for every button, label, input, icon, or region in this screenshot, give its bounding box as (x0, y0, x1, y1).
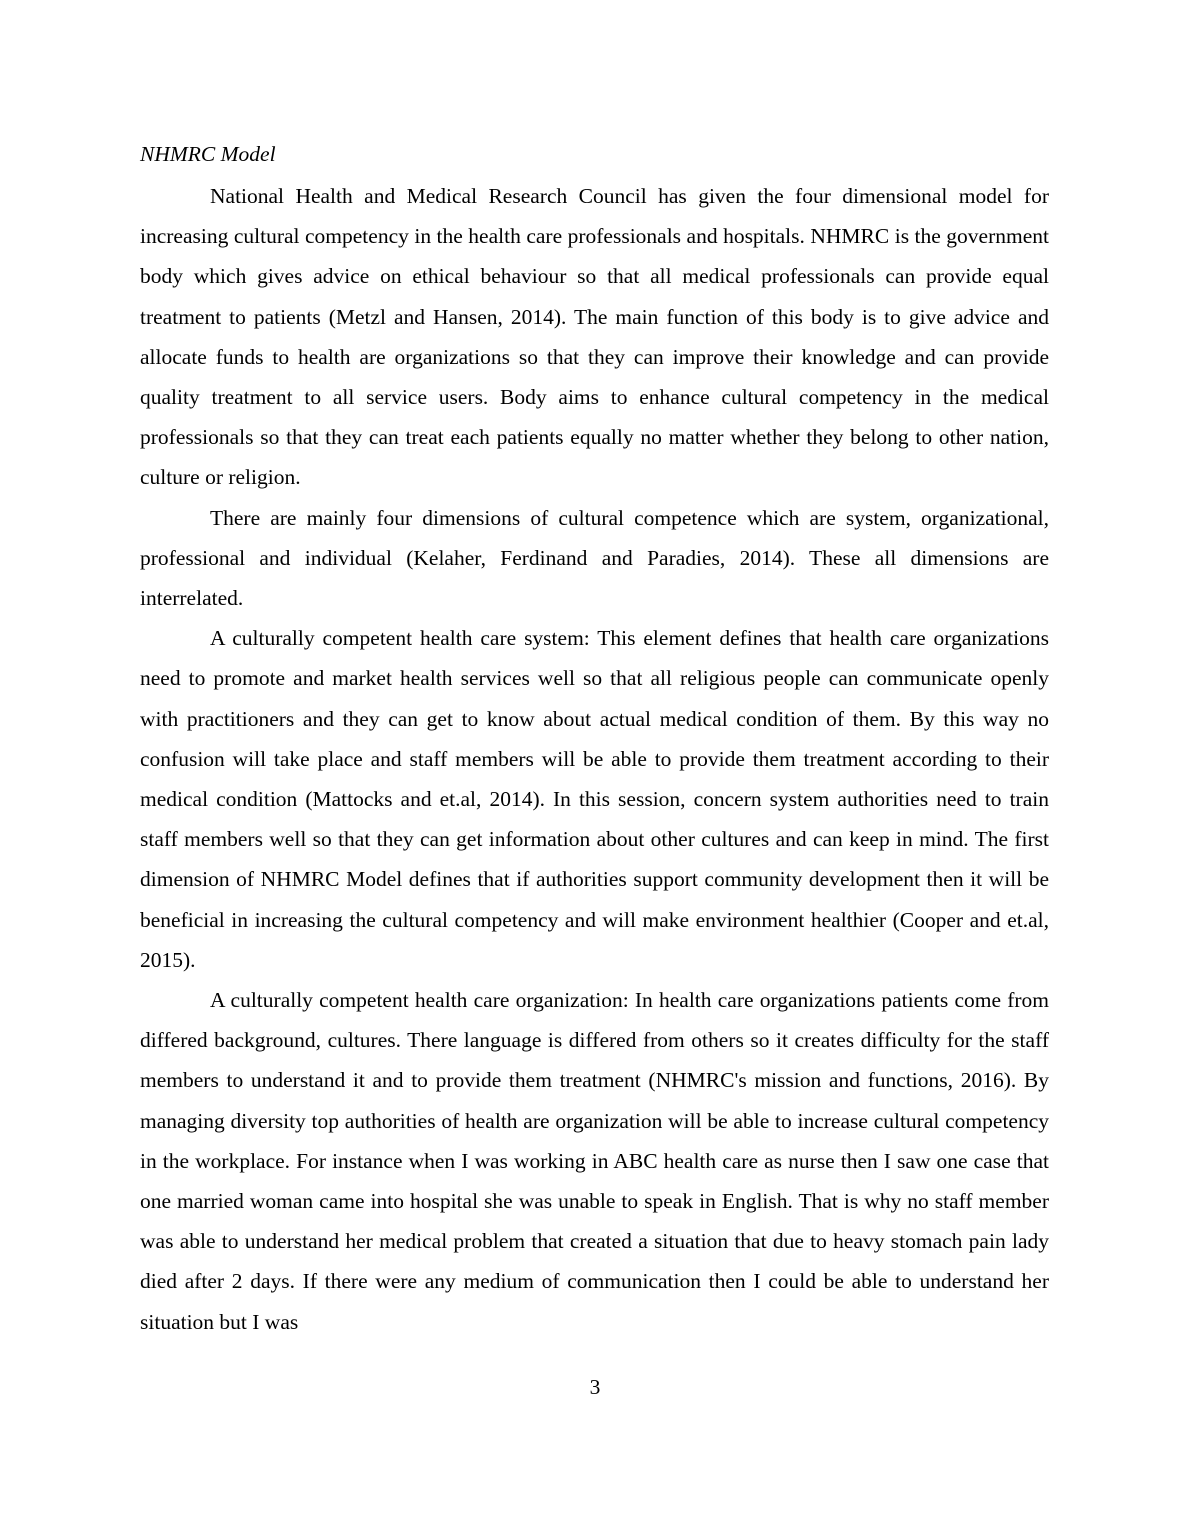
paragraph-nhmrc-intro: National Health and Medical Research Council has given the four dimensional model for increasing cultural competency in the health care professionals and hospitals. NHMRC is the government body which gives advice on ethical behaviour so that all medical professionals can provide equal treatment to patients (Metzl and Hansen, 2014). The main function of this body is to give advice and allocate funds to health are organizations so that they can improve their knowledge and can provide quality treatment to all service users. Body aims to enhance cultural competency in the medical professionals so that they can treat each patients equally no matter whether they belong to other nation, culture or religion. (140, 184, 1049, 490)
page-number: 3 (589, 1375, 601, 1399)
paragraph-four-dimensions: There are mainly four dimensions of cultural competence which are system, organizational, professional and individual (Kelaher, Ferdinand and Paradies, 2014). These all dimensions are interrelated. (140, 505, 1049, 611)
paragraph-health-care-organization: A culturally competent health care organization: In health care organizations patients come from differed background, cultures. There language is differed from others so it creates difficulty for the staff members to understand it and to provide them treatment (NHMRC's mission and functions, 2016). By managing diversity top authorities of health are organization will be able to increase cultural competency in the workplace. For instance when I was working in ABC health care as nurse then I saw one case that one married woman came into hospital she was unable to speak in English. That is why no staff member was able to understand her medical problem that created a situation that due to heavy stomach pain lady died after 2 days. If there were any medium of communication then I could be able to understand her situation but I was (140, 988, 1049, 1334)
section-heading: NHMRC Model (140, 142, 276, 166)
paragraph-health-care-system: A culturally competent health care system: This element defines that health care organizations need to promote and market health services well so that all religious people can communicate openly with practitioners and they can get to know about actual medical condition of them. By this way no confusion will take place and staff members will be able to provide them treatment according to their medical condition (Mattocks and et.al, 2014). In this session, concern system authorities need to train staff members well so that they can get information about other cultures and can keep in mind. The first dimension of NHMRC Model defines that if authorities support community development then it will be beneficial in increasing the cultural competency and will make environment healthier (Cooper and et.al, 2015). (140, 626, 1049, 972)
document-page (140, 138, 1049, 1342)
